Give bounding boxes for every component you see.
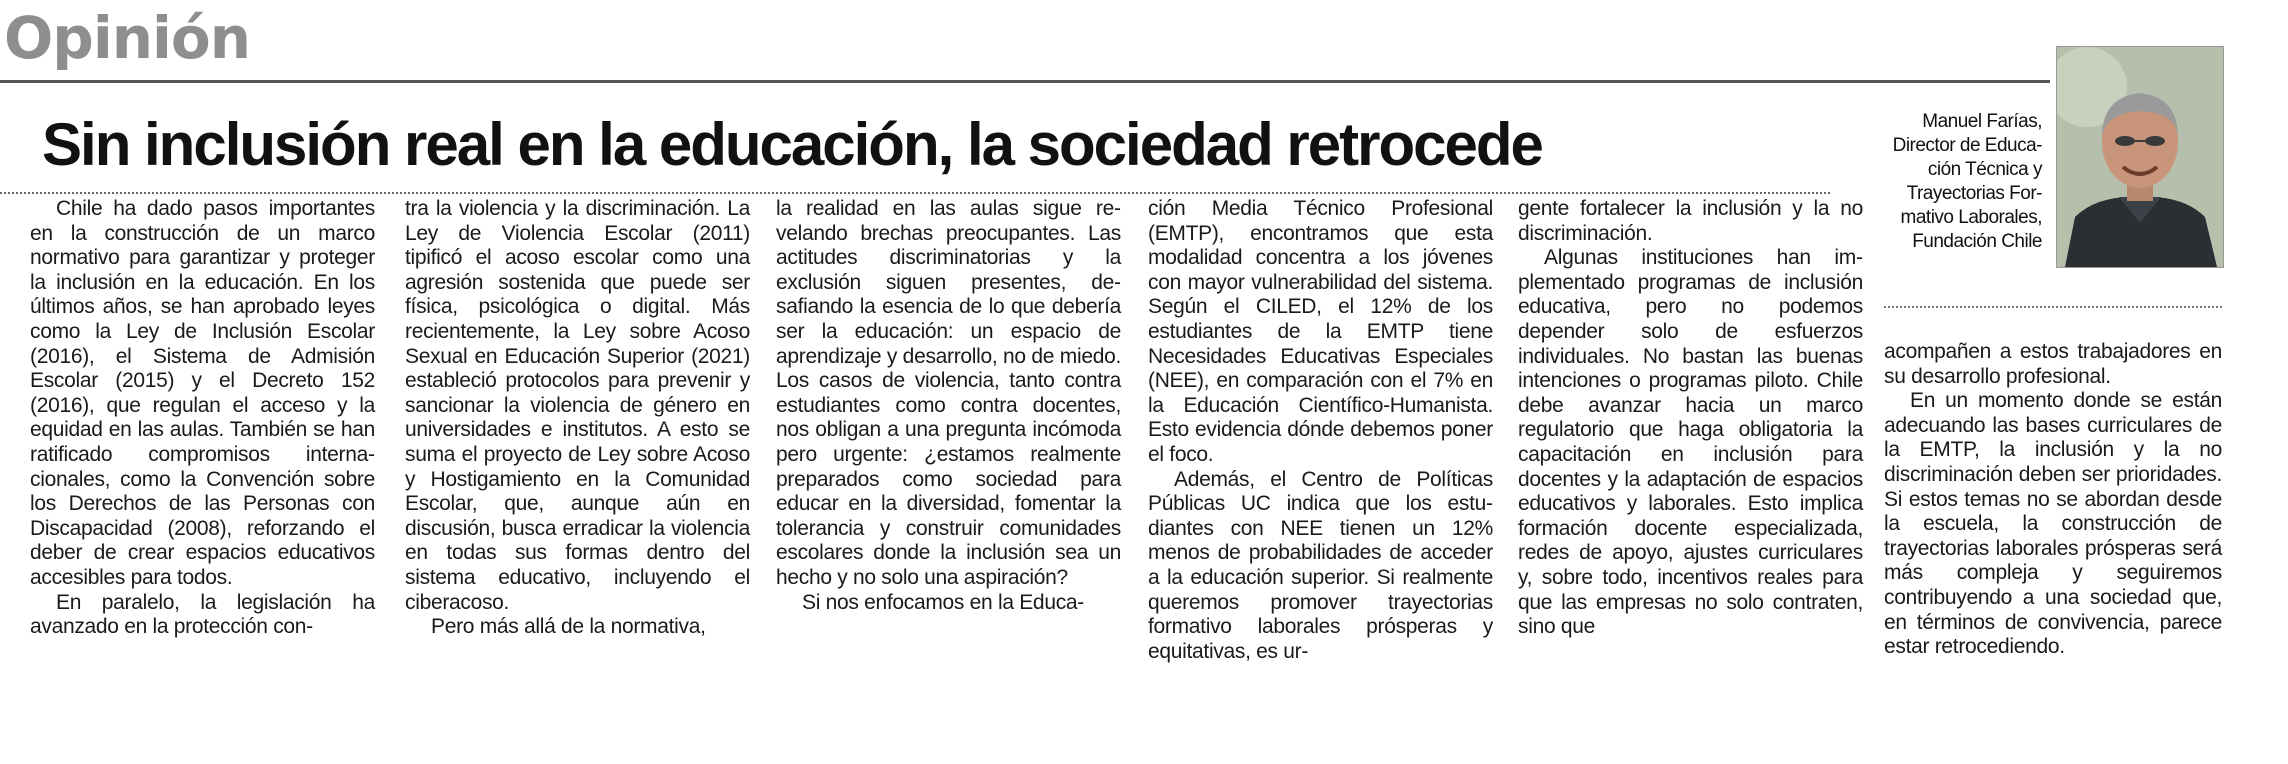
headline: Sin inclusión real en la educación, la sociedad retrocede	[42, 111, 1542, 178]
article-column	[405, 197, 750, 640]
byline-line: ción Técnica y	[1927, 159, 2042, 180]
article-column	[1518, 197, 1863, 640]
paragraph: la realidad en las aulas sigue revelando brechas preocupantes. Las actitudes discriminatorias y la exclusión siguen presentes, desafiando la esencia de lo que debería ser la educación: un espacio de aprendizaje y desarrollo, no de miedo. Los casos de violencia, tanto contra estudiantes como contra docentes, nos obligan a una pregunta incómoda pero urgente: ¿estamos realmente preparados como sociedad para educar en la diversidad, fomentar la tolerancia y construir comunidades escolares donde la inclusión sea un hecho y no solo una aspiración?	[776, 197, 1121, 589]
sidebar-divider	[1884, 306, 2222, 308]
section-divider	[0, 80, 2050, 83]
author-byline	[1842, 110, 2042, 254]
author-photo	[2056, 46, 2224, 268]
paragraph: Si nos enfocamos en la Educa-	[802, 590, 1084, 614]
paragraph: gente fortalecer la inclusión y la no discriminación.	[1518, 197, 1863, 245]
byline-line: Fundación Chile	[1912, 231, 2042, 252]
byline-line: Manuel Farías,	[1922, 111, 2042, 132]
paragraph: acompañen a estos trabajadores en su desarrollo profesional.	[1884, 340, 2222, 388]
article-column	[30, 197, 375, 640]
paragraph: Chile ha dado pasos importantes en la construcción de un marco normativo para garantizar y proteger la inclusión en la educación. En los últimos años, se han aprobado leyes como la Ley de Inclusión Escolar (2016), el Sistema de Admisión Escolar (2015) y el Decreto 152 (2016), que regulan el acceso y la equidad en las aulas. También se han ratificado compromisos internacionales, como la Convención sobre los Derechos de las Personas con Discapacidad (2008), reforzando el deber de crear espacios educativos accesibles para todos.	[30, 197, 375, 589]
paragraph: tra la violencia y la discriminación. La Ley de Violencia Escolar (2011) tipificó el acoso escolar como una agresión sostenida que puede ser física, psicológica o digital. Más recientemente, la Ley sobre Acoso Sexual en Educación Superior (2021) estableció protocolos para prevenir y sancionar la violencia de género en universidades e institutos. A esto se suma el proyecto de Ley sobre Acoso y Hostigamiento en la Comunidad Escolar, que, aunque aún en discusión, busca erradicar la violencia en todas sus formas dentro del sistema educativo, incluyendo el ciberacoso.	[405, 197, 750, 614]
headline-divider	[0, 192, 1830, 194]
article-column	[1148, 197, 1493, 664]
paragraph: Además, el Centro de Políticas Públicas UC indica que los estudiantes con NEE tienen un 12% menos de probabilidades de acceder a la educación superior. Si realmente queremos promover trayectorias formativo laborales prósperas y equitativas, es ur-	[1148, 467, 1493, 663]
byline-line: mativo Laborales,	[1900, 207, 2042, 228]
byline-line: Trayectorias For-	[1906, 183, 2042, 204]
paragraph: En paralelo, la legislación ha avanzado en la protección con-	[30, 590, 375, 639]
article-column	[776, 197, 1121, 615]
paragraph: Algunas instituciones han implementado programas de inclusión educativa, pero no podemos depender solo de esfuerzos individuales. No bastan las buenas intenciones o programas piloto. Chile debe avanzar hacia un marco regulatorio que haga obligatoria la capacitación en inclusión para docentes y la adaptación de espacios educativos y laborales. Esto implica formación docente especializada, redes de apoyo, ajustes curriculares y, sobre todo, incentivos reales para que las empresas no solo contraten, sino que	[1518, 246, 1863, 639]
article-column	[1884, 340, 2222, 660]
paragraph: Pero más allá de la normativa,	[431, 615, 706, 639]
paragraph: En un momento donde se están adecuando las bases curriculares de la EMTP, la inclusión y la no discriminación deben ser prioridades. Si estos temas no se abordan desde la escuela, la construcción de trayectorias laborales prósperas será más compleja y seguiremos contribuyendo a una sociedad que, en términos de convivencia, parece estar retrocediendo.	[1884, 389, 2222, 659]
paragraph: ción Media Técnico Profesional (EMTP), encontramos que esta modalidad concentra a los jóvenes con mayor vulnerabilidad del sistema. Según el CILED, el 12% de los estudiantes de la EMTP tiene Necesidades Educativas Especiales (NEE), en comparación con el 7% en la Educación Científico-Humanista. Esto evidencia dónde debemos poner el foco.	[1148, 197, 1493, 466]
section-label: Opinión	[4, 4, 251, 72]
byline-line: Director de Educa-	[1892, 135, 2042, 156]
